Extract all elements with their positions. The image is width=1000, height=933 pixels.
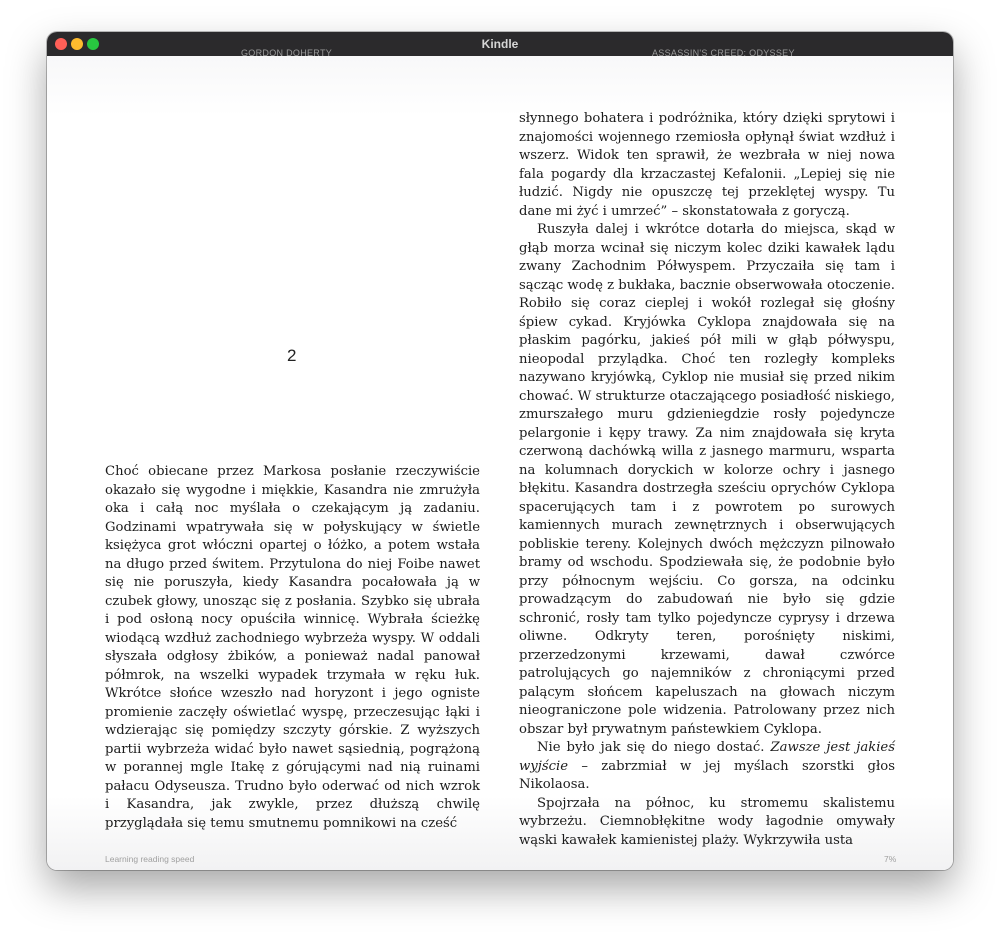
- window-title: Kindle: [481, 37, 519, 51]
- paragraph: Choć obiecane przez Markosa posłanie rzeczywiście okazało się wygodne i miękkie, Kasandra nie zmrużyła oka i całą noc myślała o czekającym ją zadaniu. Godzinami wpatrywała się w połyskujący w świetle księżyca grot włóczni opartej o łóżko, a potem wstała na długo przed świtem. Przytulona do niej Foibe nawet się nie poruszyła, kiedy Kasandra pocałowała ją w czubek głowy, unosząc się z posłania. Szybko się ubrała i pod osłoną nocy opuściła winnicę. Wybrała ścieżkę wiodącą wzdłuż zachodniego wybrzeża wyspy. W oddali słyszała odgłosy żbików, a ponieważ nadal panował półmrok, na wszelki wypadek trzymała w ręku łuk. Wkrótce słońce wzeszło nad horyzont i jego ogniste promienie zaczęły oświetlać wyspę, przeczesując łąki i wdzierając się pomiędzy szczyty górskie. Z wyższych partii wybrzeża widać było nawet sąsiednią, pogrążoną w porannej mgle Itakę z górującymi nad nią ruinami pałacu Odyseusza. Trudno było oderwać od nich wzrok i Kasandra, jak zwykle, przez dłuższą chwilę przyglądała się temu smutnemu pomnikowi na cześć: [105, 464, 480, 831]
- italic-thought: Zawsze jest jakieś wyjście: [519, 740, 895, 774]
- paragraph-text: – zabrzmiał w jej myślach szorstki głos Nikolaosa.: [519, 758, 895, 792]
- reading-speed-status: Learning reading speed: [105, 854, 195, 864]
- reading-progress-percent: 7%: [884, 854, 897, 864]
- right-page-text: [519, 110, 895, 850]
- chapter-number: 2: [287, 346, 297, 365]
- paragraph-text: Nie było jak się do niego dostać.: [537, 740, 765, 755]
- paragraph: Spojrzała na północ, ku stromemu skalistemu wybrzeżu. Ciemnobłękitne wody łagodnie omywały wąski kawałek kamienistej plaży. Wykrzywiła usta: [519, 795, 895, 848]
- paragraph: [519, 739, 895, 795]
- book-author-header: GORDON DOHERTY: [241, 48, 333, 58]
- paragraph: Ruszyła dalej i wkrótce dotarła do miejsca, skąd w głąb morza wcinał się niczym kolec dziki kawałek lądu zwany Zachodnim Półwyspem. Przyczaiła się tam i sącząc wodę z bukłaka, bacznie obserwowała otoczenie. Robiło się coraz cieplej i wokół rozlegał się głośny śpiew cykad. Kryjówka Cyklopa znajdowała się na płaskim pagórku, jakieś pół mili w głąb półwyspu, nieopodal przylądka. Choć ten rozległy kompleks nazywano kryjówką, Cyklop nie musiał się przed nikim chować. W strukturze otaczającego posiadłość niskiego, zmurszałego muru gdzieniegdzie rosły pojedyncze pelargonie i kępy trawy. Za nim znajdowała się kryta czerwoną dachówką willa z jasnego marmuru, wsparta na kolumnach doryckich w kolorze ochry i jasnego błękitu. Kasandra dostrzegła sześciu oprychów Cyklopa spacerujących tam i z powrotem po surowych kamiennych murach zewnętrznych i obserwujących pobliskie tereny. Kolejnych dwóch mężczyzn pilnowało bramy od wschodu. Spodziewała się, że podobnie było przy północnym wejściu. Co gorsza, na odcinku prowadzącym do zabudowań nie było się gdzie schronić, rosły tam tylko pojedyncze cyprysy i drzewa oliwne. Odkryty teren, porośnięty niskimi, przerzedzonymi krzewami, dawał czwórce patrolujących go najemników z chroniącymi przed palącym słońcem kapeluszach na głowach niczym nieograniczone pole widzenia. Patrolowany przez nich obszar był prywatnym państewkiem Cyklopa.: [519, 222, 895, 737]
- left-page-text: [105, 463, 480, 833]
- book-title-header: ASSASSIN'S CREED: ODYSSEY: [652, 48, 795, 58]
- paragraph: słynnego bohatera i podróżnika, który dzięki sprytowi i znajomości wojennego rzemiosła opłynął świat wzdłuż i wszerz. Widok ten sprawił, że wezbrała w niej nowa fala pogardy dla krzaczastej Kefalonii. „Lepiej się nie łudzić. Nigdy nie opuszczę tej przeklętej wyspy. Tu dane mi żyć i umrzeć” – skonstatowała z goryczą.: [519, 111, 895, 219]
